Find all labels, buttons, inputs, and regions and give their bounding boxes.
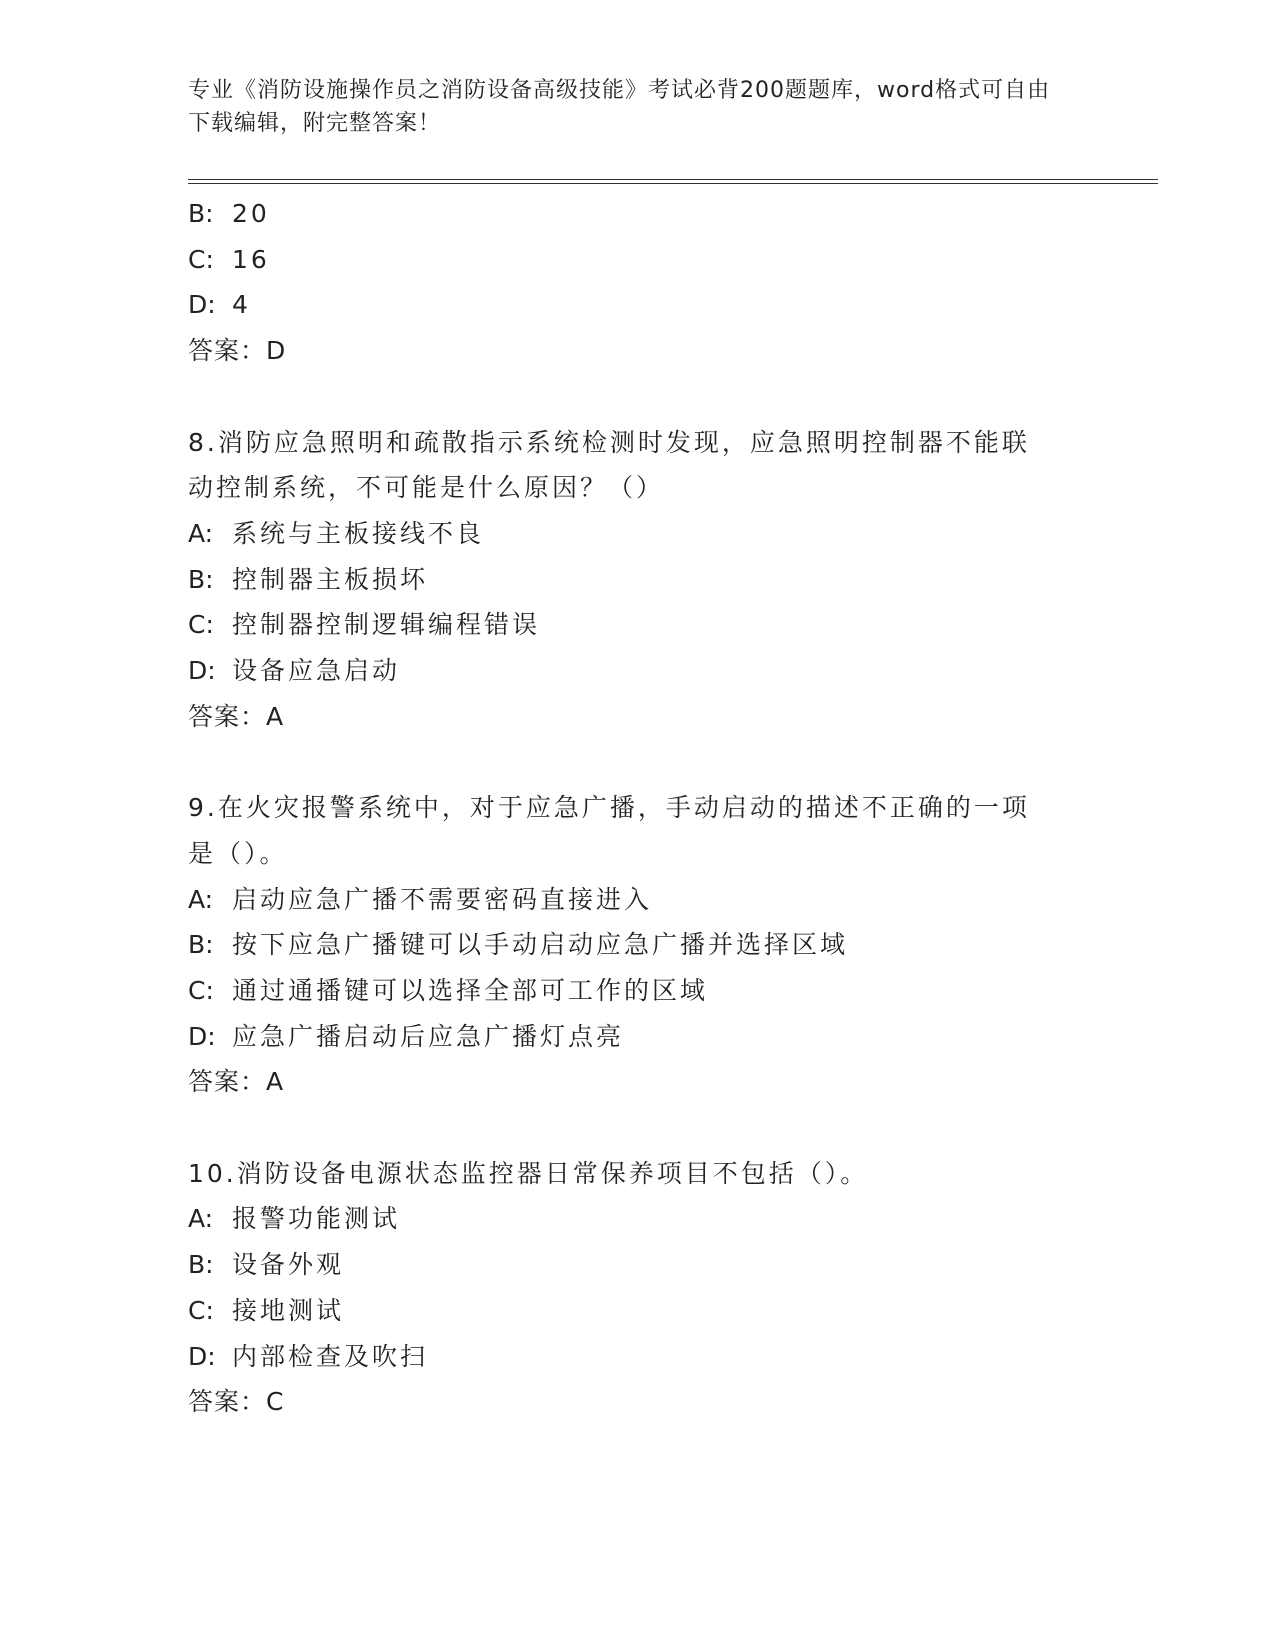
option-b: B: 设备外观 <box>188 1250 345 1280</box>
option-c: C: 通过通播键可以选择全部可工作的区域 <box>188 975 709 1005</box>
option-c: C: 16 <box>188 244 270 274</box>
question-9 <box>188 785 1068 1105</box>
spacer <box>188 374 1068 420</box>
option-c: C: 接地测试 <box>188 1295 345 1325</box>
question-stem-cont: 是（）。 <box>188 838 288 868</box>
header-divider-bottom <box>188 183 1158 184</box>
option-a: A: 报警功能测试 <box>188 1204 401 1234</box>
question-stem: 8.消防应急照明和疏散指示系统检测时发现，应急照明控制器不能联 <box>188 427 1030 457</box>
option-b: B: 按下应急广播键可以手动启动应急广播并选择区域 <box>188 930 849 960</box>
header-divider-top <box>188 179 1158 180</box>
question-7-continued <box>188 191 1068 374</box>
option-d: D: 设备应急启动 <box>188 656 401 686</box>
answer-line: 答案：D <box>188 336 287 366</box>
question-list <box>188 191 1068 1425</box>
spacer <box>188 1105 1068 1151</box>
option-d: D: 内部检查及吹扫 <box>188 1341 429 1371</box>
answer-line: 答案：A <box>188 1067 285 1097</box>
answer-line: 答案：A <box>188 701 285 731</box>
option-b: B: 20 <box>188 199 270 228</box>
spacer <box>188 739 1068 785</box>
option-d: D: 4 <box>188 290 251 320</box>
header-title: 专业《消防设施操作员之消防设备高级技能》考试必背200题题库，word格式可自由下载编辑，附完整答案！ <box>188 78 1051 136</box>
question-stem-cont: 动控制系统，不可能是什么原因？（） <box>188 473 665 503</box>
answer-line: 答案：C <box>188 1387 285 1417</box>
option-a: A: 启动应急广播不需要密码直接进入 <box>188 884 653 914</box>
page-header <box>188 74 1068 140</box>
option-c: C: 控制器控制逻辑编程错误 <box>188 610 541 640</box>
question-10 <box>188 1151 1068 1425</box>
option-b: B: 控制器主板损坏 <box>188 564 429 594</box>
question-8 <box>188 420 1068 740</box>
option-a: A: 系统与主板接线不良 <box>188 518 485 548</box>
option-d: D: 应急广播启动后应急广播灯点亮 <box>188 1021 625 1051</box>
question-stem: 9.在火灾报警系统中，对于应急广播，手动启动的描述不正确的一项 <box>188 793 1030 823</box>
question-stem: 10.消防设备电源状态监控器日常保养项目不包括（）。 <box>188 1158 869 1188</box>
document-page <box>188 0 1158 1650</box>
